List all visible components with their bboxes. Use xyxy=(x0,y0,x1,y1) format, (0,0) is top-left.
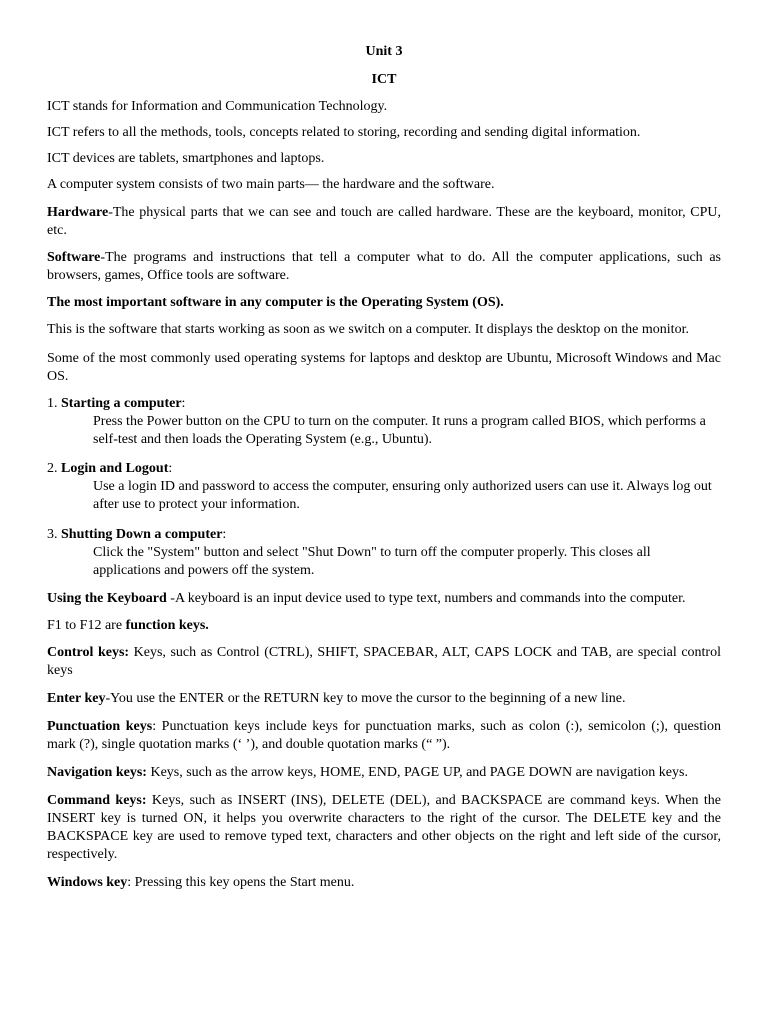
step-colon: : xyxy=(222,527,227,542)
keyboard-paragraph xyxy=(47,590,721,608)
function-keys-term: function keys. xyxy=(125,618,209,633)
os-paragraph: This is the software that starts working as soon as we switch on a computer. It displays the desktop on the monitor. xyxy=(47,322,689,337)
windows-key-text: : Pressing this key opens the Start menu. xyxy=(127,875,355,890)
step-description: Click the "System" button and select "Shut Down" to turn off the computer properly. This closes all applications and powers off the system. xyxy=(93,545,651,578)
punctuation-keys-paragraph xyxy=(47,718,721,754)
numbered-step xyxy=(47,395,721,449)
software-term: Software xyxy=(47,250,101,265)
numbered-step xyxy=(47,526,721,580)
function-keys-paragraph xyxy=(47,617,721,635)
enter-key-text: -You use the ENTER or the RETURN key to move the cursor to the beginning of a new line. xyxy=(105,691,626,706)
subject-title: ICT xyxy=(371,72,397,87)
control-keys-text: Keys, such as Control (CTRL), SHIFT, SPACEBAR, ALT, CAPS LOCK and TAB, are special control keys xyxy=(47,645,721,678)
command-keys-paragraph xyxy=(47,792,721,864)
software-paragraph xyxy=(47,249,721,285)
step-colon: : xyxy=(181,396,186,411)
enter-key-term: Enter key xyxy=(47,691,106,706)
intro-paragraph: A computer system consists of two main parts— the hardware and the software. xyxy=(47,177,495,192)
software-text: -The programs and instructions that tell a computer what to do. All the computer applications, such as browsers, games, Office tools are software. xyxy=(47,250,721,283)
step-description: Press the Power button on the CPU to turn on the computer. It runs a program called BIOS, which performs a self-test and then loads the Operating System (e.g., Ubuntu). xyxy=(93,414,706,447)
command-keys-text: Keys, such as INSERT (INS), DELETE (DEL), and BACKSPACE are command keys. When the INSERT key is turned ON, it helps you overwrite characters to the right of the cursor. The DELETE key and the BACKSPACE key are used to remove typed text, characters and other objects on the right and left side of the cursor, respectively. xyxy=(47,793,721,862)
intro-paragraph: ICT stands for Information and Communication Technology. xyxy=(47,99,388,114)
punctuation-keys-text: : Punctuation keys include keys for punctuation marks, such as colon (:), semicolon (;), question mark (?), single quotation marks (‘ ’), and double quotation marks (“ ”). xyxy=(47,719,721,752)
control-keys-paragraph xyxy=(47,644,721,680)
os-heading-text: The most important software in any computer is the Operating System (OS). xyxy=(47,295,504,310)
control-keys-term: Control keys: xyxy=(47,645,130,660)
numbered-step xyxy=(47,460,721,514)
enter-key-paragraph xyxy=(47,690,721,708)
navigation-keys-text: Keys, such as the arrow keys, HOME, END, PAGE UP, and PAGE DOWN are navigation keys. xyxy=(146,765,688,780)
step-number: 2. xyxy=(47,461,58,476)
step-title: Shutting Down a computer xyxy=(61,527,223,542)
hardware-paragraph xyxy=(47,204,721,240)
function-keys-prefix: F1 to F12 are xyxy=(47,618,126,633)
os-paragraph: Some of the most commonly used operating systems for laptops and desktop are Ubuntu, Microsoft Windows and Mac OS. xyxy=(47,351,721,384)
step-header xyxy=(47,526,721,544)
hardware-text: -The physical parts that we can see and touch are called hardware. These are the keyboard, monitor, CPU, etc. xyxy=(47,205,721,238)
navigation-keys-term: Navigation keys: xyxy=(47,765,147,780)
hardware-term: Hardware xyxy=(47,205,109,220)
step-number: 1. xyxy=(47,396,58,411)
step-header xyxy=(47,460,721,478)
intro-paragraph: ICT refers to all the methods, tools, concepts related to storing, recording and sending digital information. xyxy=(47,125,641,140)
intro-paragraph: ICT devices are tablets, smartphones and laptops. xyxy=(47,151,325,166)
command-keys-term: Command keys: xyxy=(47,793,147,808)
punctuation-keys-term: Punctuation keys xyxy=(47,719,153,734)
step-title: Starting a computer xyxy=(61,396,182,411)
windows-key-term: Windows key xyxy=(47,875,128,890)
keyboard-text: -A keyboard is an input device used to type text, numbers and commands into the computer. xyxy=(166,591,686,606)
step-header xyxy=(47,395,721,413)
step-number: 3. xyxy=(47,527,58,542)
step-title: Login and Logout xyxy=(61,461,169,476)
navigation-keys-paragraph xyxy=(47,764,721,782)
keyboard-term: Using the Keyboard xyxy=(47,591,167,606)
os-heading xyxy=(47,294,721,312)
step-colon: : xyxy=(168,461,173,476)
unit-title: Unit 3 xyxy=(365,44,403,59)
windows-key-paragraph xyxy=(47,874,721,892)
step-description: Use a login ID and password to access the computer, ensuring only authorized users can use it. Always log out after use to protect your information. xyxy=(93,479,712,512)
